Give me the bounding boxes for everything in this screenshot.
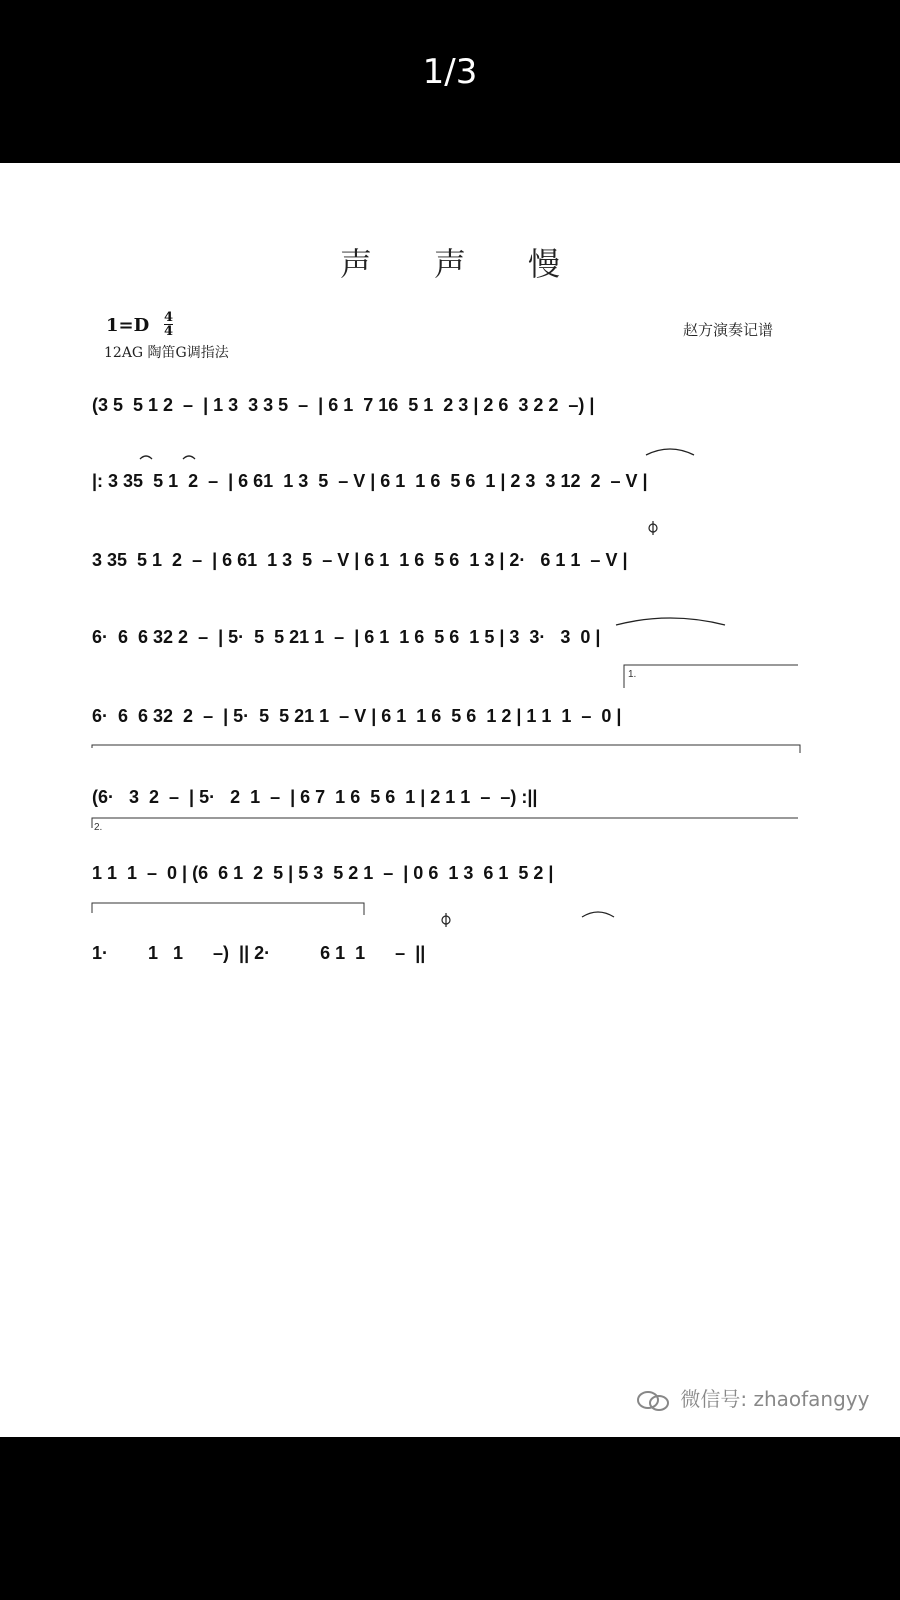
score-title: 声声慢 — [339, 245, 622, 283]
volta-bracket-2 — [92, 818, 798, 828]
score-line-4: 6· 6 6 32 2 – | 5· 5 5 21 1 – | 6 1 1 6 5 6 1 5 | 3 3· 3 0 | — [92, 627, 601, 647]
volta-label-1: 1. — [628, 669, 637, 680]
wechat-icon — [636, 1390, 670, 1412]
watermark-text: 微信号: zhaofangyy — [680, 1387, 870, 1411]
volta-bracket-1 — [624, 665, 798, 688]
key-signature: 1=D — [106, 315, 150, 336]
slur-mark — [646, 449, 694, 455]
score-line-2: |: 3 35 5 1 2 – | 6 61 1 3 5 – V | 6 1 1 6 5 6 1 | 2 3 3 12 2 – V | — [92, 471, 648, 491]
time-numerator: 4 — [164, 310, 174, 325]
score-line-6: (6· 3 2 – | 5· 2 1 – | 6 7 1 6 5 6 1 | 2 1 1 – –) :|| — [92, 787, 538, 807]
score-line-7: 1 1 1 – 0 | (6 6 1 2 5 | 5 3 5 2 1 – | 0 6 1 3 6 1 5 2 | — [92, 863, 554, 883]
volta-bracket-top — [92, 745, 800, 753]
score-credit: 赵方演奏记谱 — [683, 321, 774, 339]
viewer-top-bar — [0, 0, 900, 163]
slur-mark — [582, 912, 614, 917]
score-page[interactable] — [0, 163, 900, 1437]
slur-mark — [616, 618, 725, 625]
wechat-watermark — [636, 1383, 869, 1412]
slur-mark — [140, 456, 152, 459]
page-counter: 1/3 — [422, 52, 478, 92]
score-line-8: 1· 1 1 –) || 2· 6 1 1 – || — [92, 943, 426, 963]
score-line-5: 6· 6 6 32 2 – | 5· 5 5 21 1 – V | 6 1 1 6 5 6 1 2 | 1 1 1 – 0 | — [92, 706, 622, 726]
volta-bracket-end — [92, 903, 364, 915]
score-line-3: 3 35 5 1 2 – | 6 61 1 3 5 – V | 6 1 1 6 5 6 1 3 | 2· 6 1 1 – V | — [92, 550, 628, 570]
score-line-1: (3 5 5 1 2 – | 1 3 3 3 5 – | 6 1 7 16 5 1 2 3 | 2 6 3 2 2 –) | — [92, 395, 595, 415]
volta-label-2: 2. — [94, 822, 103, 833]
viewer-bottom-bar — [0, 1437, 900, 1600]
fingering-note: 12AG 陶笛G调指法 — [104, 345, 229, 361]
slur-mark — [183, 456, 195, 459]
time-denominator: 4 — [164, 324, 174, 339]
notation-area — [0, 163, 900, 1437]
